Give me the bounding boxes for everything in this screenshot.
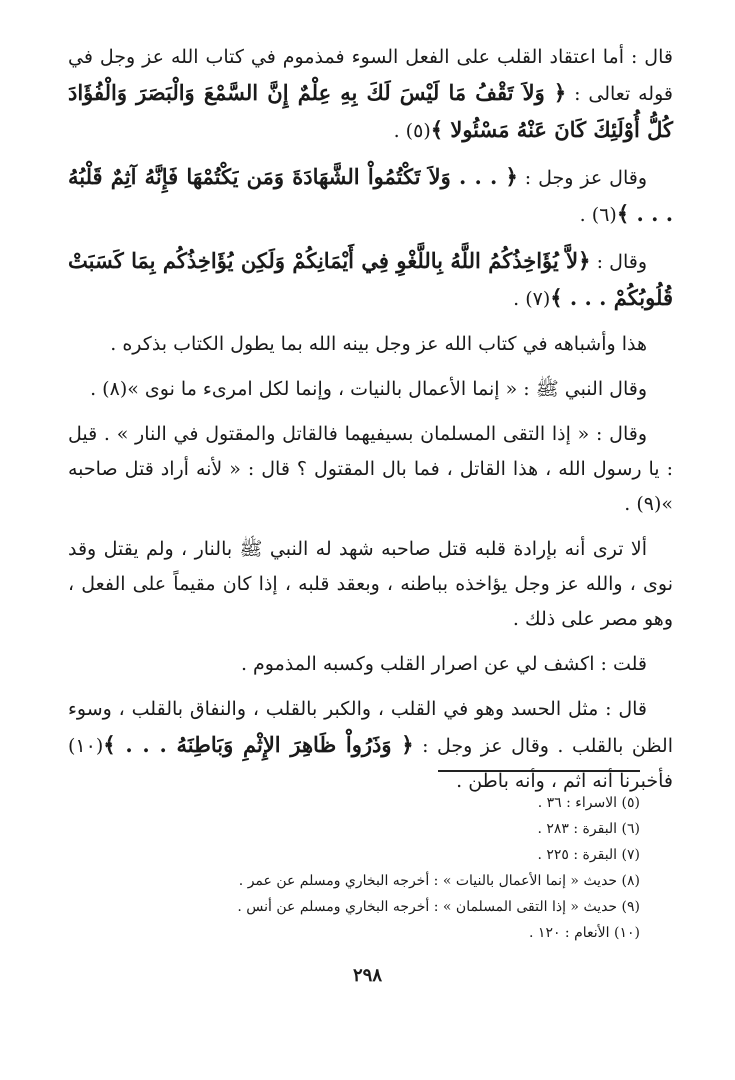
paragraph-1 [68, 40, 673, 149]
paragraph-9-intro: قال : مثل الحسد وهو في القلب ، والكبر بالقلب ، والنفاق بالقلب ، وسوء الظن بالقلب . وقال عز وجل : [68, 698, 673, 757]
footnote-divider [438, 770, 640, 772]
footnote-marker-7: (٧) [525, 288, 551, 310]
page-number: ٢٩٨ [352, 965, 382, 986]
paragraph-6: وقال : « إذا التقى المسلمان بسيفيهما فالقاتل والمقتول في النار » . قيل : يا رسول الله ، هذا القاتل ، فما بال المقتول ؟ قال : « لأنه أراد قتل صاحبه »(٩) . [68, 423, 673, 515]
footnote-9: (٩) حديث « إذا التقى المسلمان » : أخرجه البخاري ومسلم عن أنس . [237, 899, 640, 915]
paragraph-8: قلت : اكشف لي عن اصرار القلب وكسبه المذموم . [240, 653, 647, 675]
footnotes [140, 790, 640, 946]
quran-verse-3: ﴿لاَّ يُؤَاخِذُكُمُ اللَّهُ بِاللَّغْوِ فِي أَيْمَانِكُمْ وَلَكِن يُؤَاخِذُكُم بِمَا كَسَبَتْ قُلُوبُكُمْ . . . ﴾ [68, 248, 673, 310]
footnote-marker-10: (١٠) [68, 735, 104, 757]
paragraph-7: ألا ترى أنه بإرادة قلبه قتل صاحبه شهد له النبي ﷺ بالنار ، ولم يقتل وقد نوى ، والله عز وجل يؤاخذه بباطنه ، وبعقد قلبه ، إذا كان مقيماً على الفعل ، وهو مصر على ذلك . [68, 538, 673, 630]
footnote-marker-6: (٦) [591, 204, 617, 226]
main-text [68, 40, 673, 809]
footnote-6: (٦) البقرة : ٢٨٣ . [537, 821, 640, 837]
quran-verse-2: ﴿ . . . وَلاَ تَكْتُمُواْ الشَّهَادَةَ وَمَن يَكْتُمْهَا فَإِنَّهُ آثِمٌ قَلْبُهُ . . . ﴾ [68, 164, 673, 226]
quran-verse-4: ﴿ وَذَرُواْ ظَاهِرَ الإِثْمِ وَبَاطِنَهُ . . . ﴾ [103, 732, 414, 757]
paragraph-2-intro: وقال عز وجل : [517, 167, 648, 189]
footnote-7: (٧) البقرة : ٢٢٥ . [537, 847, 640, 863]
footnote-5: (٥) الاسراء : ٣٦ . [537, 795, 640, 811]
quran-verse-1: ﴿ وَلاَ تَقْفُ مَا لَيْسَ لَكَ بِهِ عِلْمٌ إِنَّ السَّمْعَ وَالْبَصَرَ وَالْفُؤَادَ كُلُّ أُوْلَئِكَ كَانَ عَنْهُ مَسْئُولا ﴾ [68, 80, 673, 142]
paragraph-9 [68, 692, 673, 799]
paragraph-2 [68, 159, 673, 233]
footnote-8: (٨) حديث « إنما الأعمال بالنيات » : أخرجه البخاري ومسلم عن عمر . [238, 873, 640, 889]
paragraph-3-outro: . [513, 288, 526, 310]
paragraph-3 [68, 243, 673, 317]
paragraph-2-outro: . [579, 204, 592, 226]
paragraph-5: وقال النبي ﷺ : « إنما الأعمال بالنيات ، وإنما لكل امرىء ما نوى »(٨) . [90, 378, 647, 400]
paragraph-1-outro: . [393, 120, 406, 142]
footnote-marker-5: (٥) [405, 120, 431, 142]
paragraph-9-outro: فأخبرنا أنه اثم ، وأنه باطن . [456, 770, 673, 792]
paragraph-3-intro: وقال : [590, 251, 647, 273]
paragraph-4: هذا وأشباهه في كتاب الله عز وجل بينه الله بما يطول الكتاب بذكره . [110, 333, 647, 355]
paragraph-1-intro: قال : أما اعتقاد القلب على الفعل السوء فمذموم في كتاب الله عز وجل في قوله تعالى : [68, 46, 673, 105]
footnote-10: (١٠) الأنعام : ١٢٠ . [529, 925, 640, 941]
